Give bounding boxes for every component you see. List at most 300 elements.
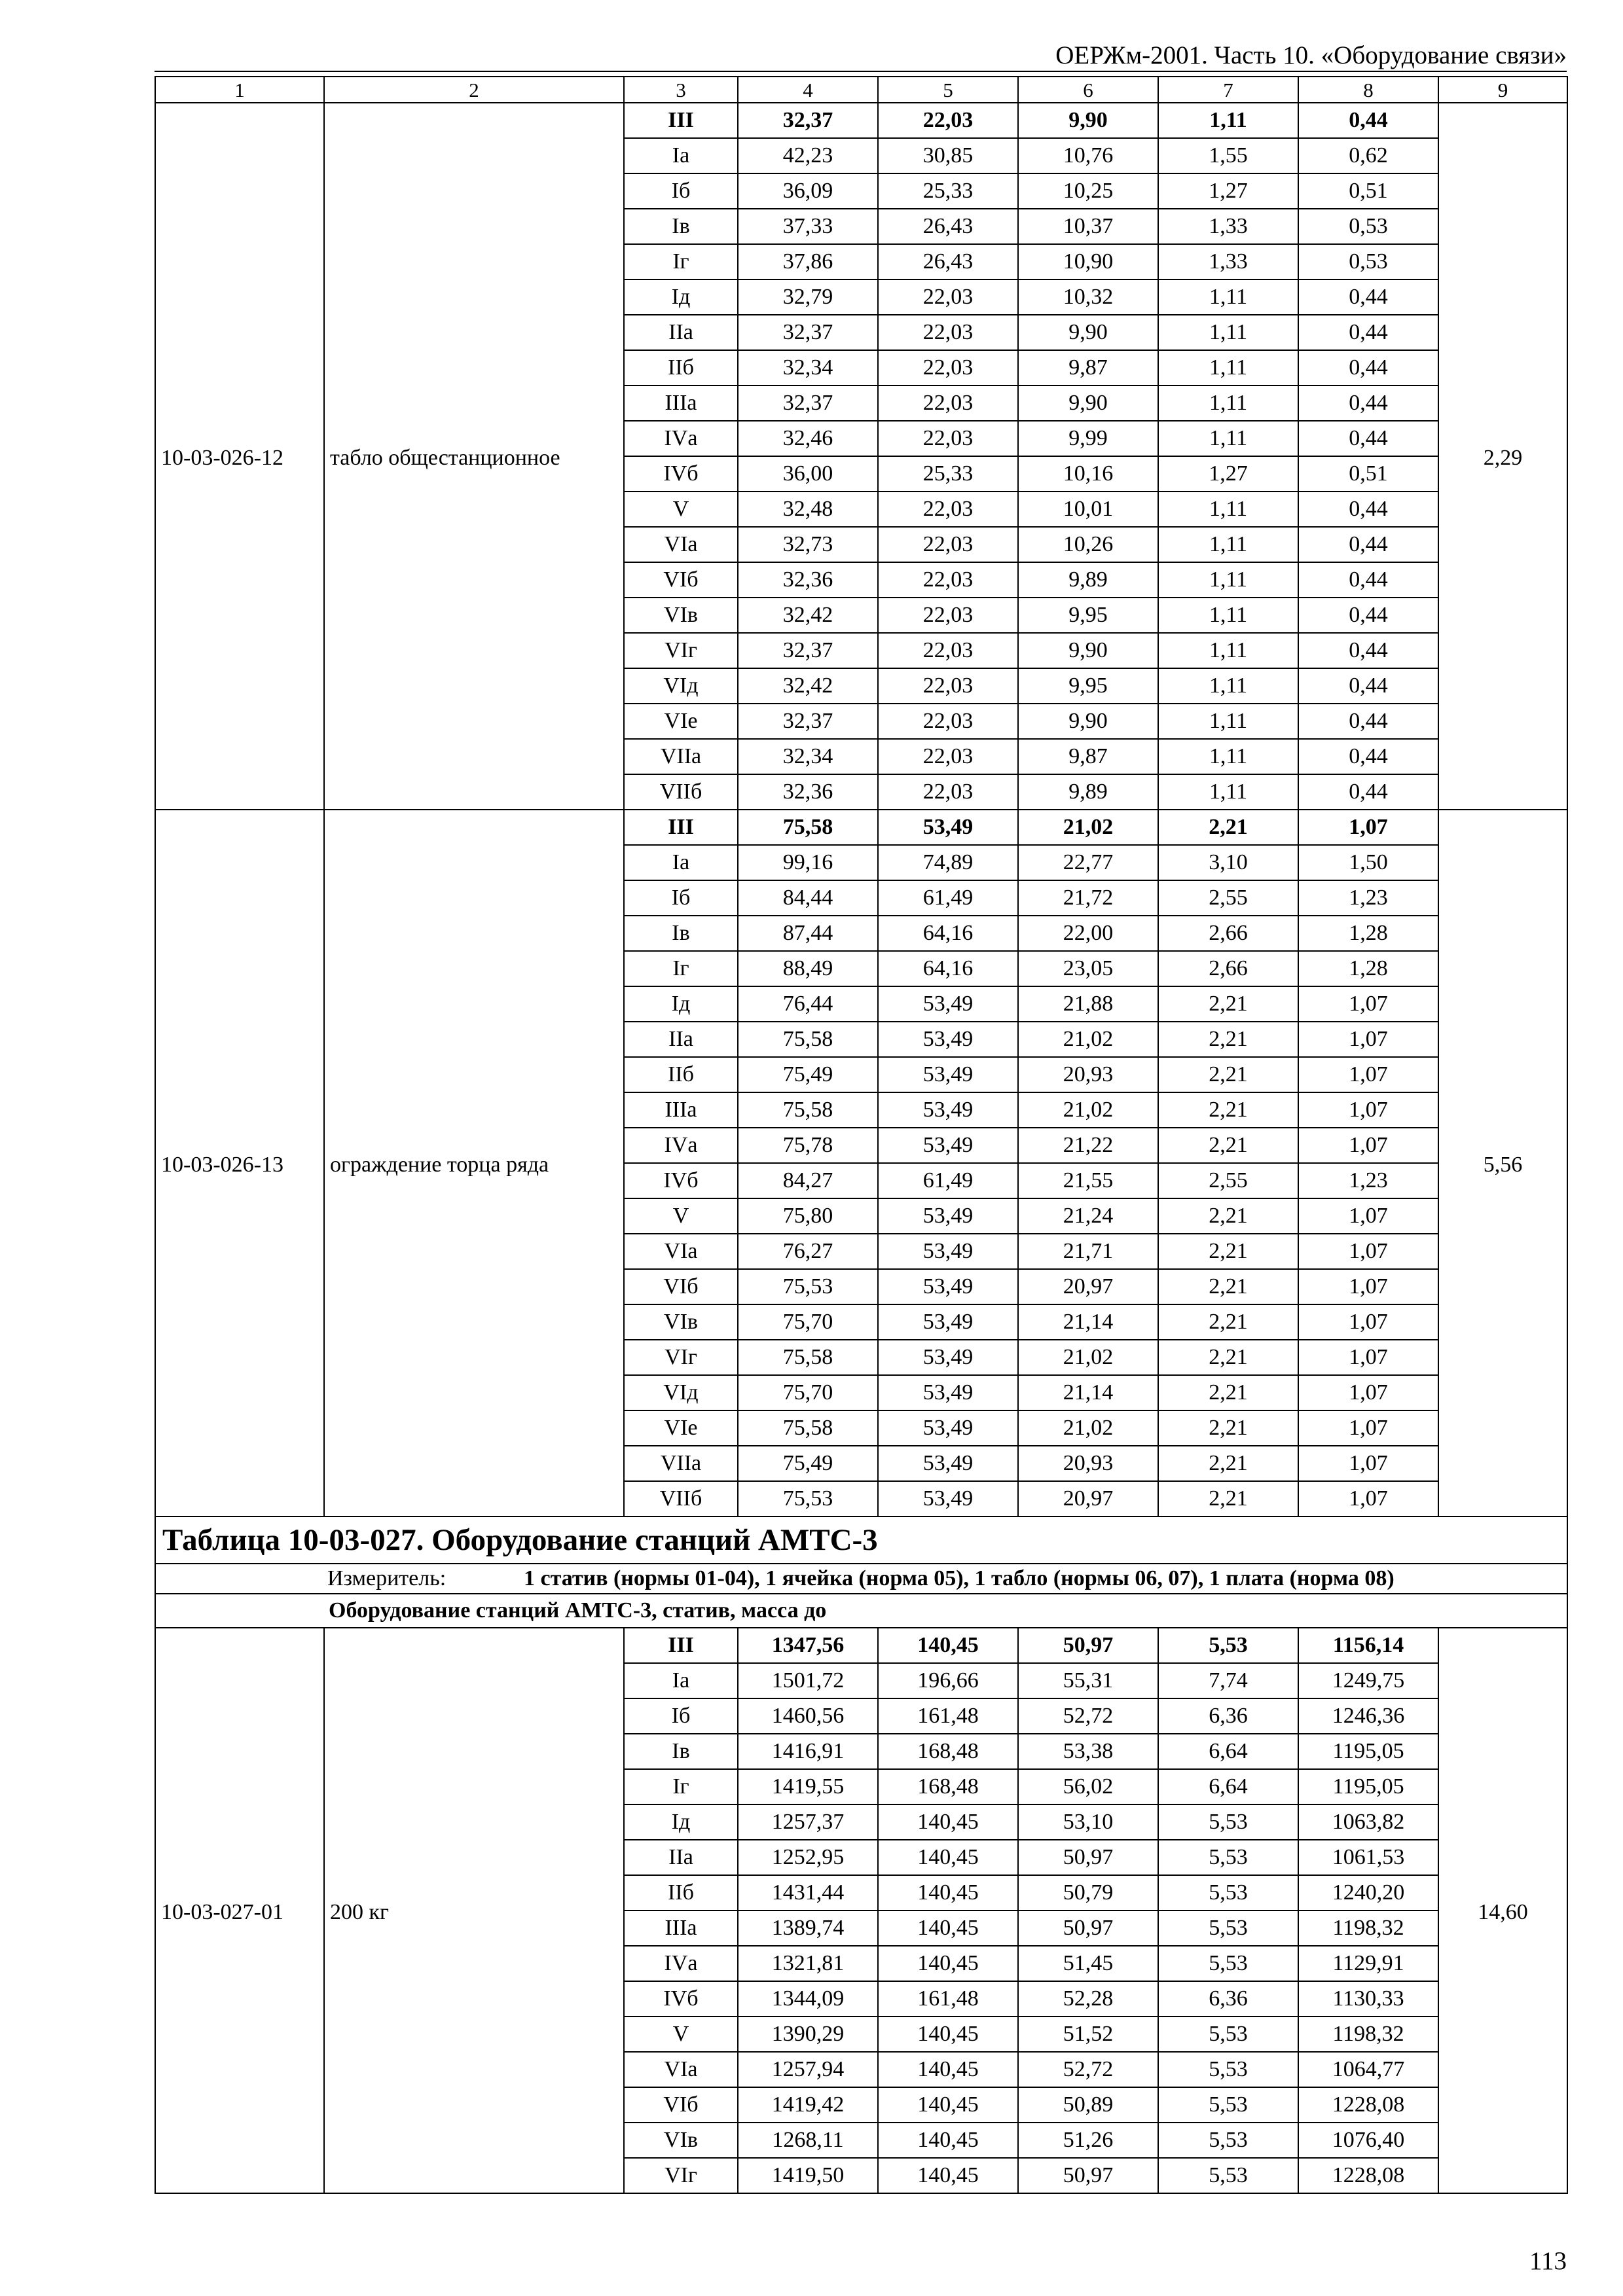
value-cell: 53,49 (878, 1057, 1018, 1092)
value-cell: 22,03 (878, 668, 1018, 704)
value-cell: 1198,32 (1298, 1910, 1438, 1946)
zone-variant: VIа (624, 527, 738, 562)
value-cell: 1431,44 (738, 1875, 878, 1910)
header-rule (155, 71, 1567, 72)
page-number: 113 (1529, 2247, 1567, 2275)
table-subtitle: Оборудование станций АМТС-3, статив, масса до (155, 1594, 1567, 1628)
norm-last-value: 14,60 (1438, 1628, 1567, 2193)
value-cell: 0,44 (1298, 774, 1438, 810)
zone-variant: Iд (624, 279, 738, 315)
value-cell: 22,03 (878, 633, 1018, 668)
zone-variant: VIб (624, 562, 738, 598)
zone-variant: VIв (624, 1304, 738, 1340)
value-cell: 32,37 (738, 633, 878, 668)
value-cell: 75,53 (738, 1481, 878, 1516)
value-cell: 1,11 (1158, 633, 1298, 668)
value-cell: 53,38 (1018, 1734, 1158, 1769)
value-cell: 76,27 (738, 1234, 878, 1269)
value-cell: 6,36 (1158, 1698, 1298, 1734)
value-cell: 9,90 (1018, 315, 1158, 350)
table-row (155, 1628, 1567, 1663)
value-cell: 21,72 (1018, 880, 1158, 916)
value-cell: 1,07 (1298, 1375, 1438, 1410)
value-cell: 1,11 (1158, 668, 1298, 704)
value-cell: 10,16 (1018, 456, 1158, 492)
value-cell: 0,44 (1298, 668, 1438, 704)
value-cell: 21,02 (1018, 1092, 1158, 1128)
zone-variant: VIб (624, 1269, 738, 1304)
value-cell: 1257,37 (738, 1804, 878, 1840)
value-cell: 1,33 (1158, 244, 1298, 279)
value-cell: 0,44 (1298, 739, 1438, 774)
norms-table-body (155, 77, 1567, 2193)
zone-variant: VIг (624, 2158, 738, 2193)
value-cell: 74,89 (878, 845, 1018, 880)
value-cell: 1,50 (1298, 845, 1438, 880)
value-cell: 1063,82 (1298, 1804, 1438, 1840)
zone-variant: Iг (624, 951, 738, 986)
zone-variant: Iб (624, 173, 738, 209)
value-cell: 1195,05 (1298, 1734, 1438, 1769)
zone-variant: IVа (624, 1128, 738, 1163)
value-cell: 9,90 (1018, 103, 1158, 138)
value-cell: 21,02 (1018, 810, 1158, 845)
value-cell: 22,00 (1018, 916, 1158, 951)
value-cell: 51,26 (1018, 2123, 1158, 2158)
value-cell: 52,72 (1018, 2052, 1158, 2087)
value-cell: 7,74 (1158, 1663, 1298, 1698)
value-cell: 76,44 (738, 986, 878, 1022)
value-cell: 22,03 (878, 103, 1018, 138)
value-cell: 1268,11 (738, 2123, 878, 2158)
value-cell: 1,55 (1158, 138, 1298, 173)
value-cell: 22,03 (878, 562, 1018, 598)
zone-variant: VIа (624, 1234, 738, 1269)
value-cell: 53,49 (878, 1198, 1018, 1234)
value-cell: 5,53 (1158, 2017, 1298, 2052)
running-header: ОЕРЖм-2001. Часть 10. «Оборудование связи» (1055, 41, 1567, 69)
value-cell: 1,07 (1298, 1057, 1438, 1092)
value-cell: 64,16 (878, 916, 1018, 951)
zone-variant: Iд (624, 986, 738, 1022)
value-cell: 140,45 (878, 2052, 1018, 2087)
value-cell: 9,89 (1018, 562, 1158, 598)
value-cell: 75,53 (738, 1269, 878, 1304)
value-cell: 75,80 (738, 1198, 878, 1234)
value-cell: 0,44 (1298, 279, 1438, 315)
value-cell: 2,21 (1158, 1198, 1298, 1234)
norm-last-value: 5,56 (1438, 810, 1567, 1516)
value-cell: 53,49 (878, 1022, 1018, 1057)
value-cell: 32,48 (738, 492, 878, 527)
value-cell: 22,03 (878, 350, 1018, 386)
value-cell: 22,77 (1018, 845, 1158, 880)
value-cell: 32,73 (738, 527, 878, 562)
value-cell: 161,48 (878, 1981, 1018, 2017)
value-cell: 1228,08 (1298, 2158, 1438, 2193)
value-cell: 52,28 (1018, 1981, 1158, 2017)
value-cell: 2,21 (1158, 1375, 1298, 1410)
value-cell: 140,45 (878, 1628, 1018, 1663)
value-cell: 10,01 (1018, 492, 1158, 527)
value-cell: 9,90 (1018, 704, 1158, 739)
value-cell: 53,49 (878, 1304, 1018, 1340)
value-cell: 75,49 (738, 1057, 878, 1092)
value-cell: 5,53 (1158, 2123, 1298, 2158)
value-cell: 1,28 (1298, 951, 1438, 986)
value-cell: 1257,94 (738, 2052, 878, 2087)
value-cell: 1129,91 (1298, 1946, 1438, 1981)
value-cell: 1,11 (1158, 774, 1298, 810)
value-cell: 0,51 (1298, 173, 1438, 209)
value-cell: 0,44 (1298, 315, 1438, 350)
value-cell: 21,14 (1018, 1375, 1158, 1410)
value-cell: 20,93 (1018, 1057, 1158, 1092)
value-cell: 23,05 (1018, 951, 1158, 986)
value-cell: 2,21 (1158, 986, 1298, 1022)
value-cell: 53,49 (878, 1446, 1018, 1481)
value-cell: 22,03 (878, 598, 1018, 633)
value-cell: 32,37 (738, 386, 878, 421)
value-cell: 30,85 (878, 138, 1018, 173)
zone-variant: IVб (624, 1163, 738, 1198)
value-cell: 53,49 (878, 1092, 1018, 1128)
value-cell: 9,87 (1018, 350, 1158, 386)
value-cell: 22,03 (878, 492, 1018, 527)
zone-variant: VIе (624, 704, 738, 739)
value-cell: 1240,20 (1298, 1875, 1438, 1910)
value-cell: 168,48 (878, 1734, 1018, 1769)
value-cell: 1,27 (1158, 173, 1298, 209)
value-cell: 32,46 (738, 421, 878, 456)
value-cell: 53,49 (878, 1481, 1018, 1516)
value-cell: 2,21 (1158, 1234, 1298, 1269)
norm-description: табло общестанционное (324, 103, 624, 810)
value-cell: 99,16 (738, 845, 878, 880)
value-cell: 25,33 (878, 173, 1018, 209)
value-cell: 2,66 (1158, 951, 1298, 986)
zone-variant: III (624, 103, 738, 138)
value-cell: 10,37 (1018, 209, 1158, 244)
value-cell: 53,49 (878, 810, 1018, 845)
zone-variant: III (624, 1628, 738, 1663)
value-cell: 21,14 (1018, 1304, 1158, 1340)
value-cell: 20,97 (1018, 1481, 1158, 1516)
value-cell: 32,42 (738, 668, 878, 704)
value-cell: 22,03 (878, 774, 1018, 810)
value-cell: 22,03 (878, 279, 1018, 315)
value-cell: 9,87 (1018, 739, 1158, 774)
value-cell: 22,03 (878, 315, 1018, 350)
value-cell: 61,49 (878, 1163, 1018, 1198)
value-cell: 9,99 (1018, 421, 1158, 456)
zone-variant: Iг (624, 244, 738, 279)
value-cell: 84,44 (738, 880, 878, 916)
value-cell: 5,53 (1158, 1840, 1298, 1875)
value-cell: 22,03 (878, 704, 1018, 739)
value-cell: 50,97 (1018, 1628, 1158, 1663)
value-cell: 5,53 (1158, 2158, 1298, 2193)
value-cell: 32,37 (738, 315, 878, 350)
value-cell: 36,00 (738, 456, 878, 492)
value-cell: 55,31 (1018, 1663, 1158, 1698)
value-cell: 140,45 (878, 1804, 1018, 1840)
value-cell: 0,44 (1298, 350, 1438, 386)
column-number-cell: 7 (1158, 77, 1298, 103)
value-cell: 50,79 (1018, 1875, 1158, 1910)
zone-variant: VIд (624, 1375, 738, 1410)
value-cell: 51,45 (1018, 1946, 1158, 1981)
value-cell: 140,45 (878, 1910, 1018, 1946)
value-cell: 22,03 (878, 386, 1018, 421)
subtitle-row (155, 1594, 1567, 1628)
value-cell: 50,97 (1018, 1840, 1158, 1875)
zone-variant: IIIа (624, 386, 738, 421)
value-cell: 1419,50 (738, 2158, 878, 2193)
zone-variant: VIб (624, 2087, 738, 2123)
value-cell: 5,53 (1158, 1804, 1298, 1840)
zone-variant: Iа (624, 1663, 738, 1698)
value-cell: 9,89 (1018, 774, 1158, 810)
value-cell: 6,64 (1158, 1769, 1298, 1804)
value-cell: 32,37 (738, 704, 878, 739)
zone-variant: Iг (624, 1769, 738, 1804)
value-cell: 1,11 (1158, 421, 1298, 456)
zone-variant: IIб (624, 1875, 738, 1910)
value-cell: 75,58 (738, 1022, 878, 1057)
value-cell: 32,34 (738, 739, 878, 774)
meter-value: 1 статив (нормы 01-04), 1 ячейка (норма 05), 1 табло (нормы 06, 07), 1 плата (норма 08) (524, 1566, 1395, 1590)
value-cell: 2,21 (1158, 1304, 1298, 1340)
value-cell: 21,02 (1018, 1410, 1158, 1446)
value-cell: 1,11 (1158, 562, 1298, 598)
value-cell: 1,27 (1158, 456, 1298, 492)
zone-variant: VIIа (624, 739, 738, 774)
norm-code: 10-03-027-01 (155, 1628, 324, 2193)
norm-description: 200 кг (324, 1628, 624, 2193)
value-cell: 1,07 (1298, 1446, 1438, 1481)
value-cell: 0,44 (1298, 386, 1438, 421)
value-cell: 0,51 (1298, 456, 1438, 492)
zone-variant: VIв (624, 598, 738, 633)
value-cell: 1,11 (1158, 350, 1298, 386)
value-cell: 1,07 (1298, 1304, 1438, 1340)
value-cell: 84,27 (738, 1163, 878, 1198)
value-cell: 1347,56 (738, 1628, 878, 1663)
zone-variant: VIIб (624, 774, 738, 810)
value-cell: 2,21 (1158, 1057, 1298, 1092)
value-cell: 1,11 (1158, 386, 1298, 421)
value-cell: 52,72 (1018, 1698, 1158, 1734)
value-cell: 75,58 (738, 810, 878, 845)
value-cell: 1,11 (1158, 279, 1298, 315)
value-cell: 2,21 (1158, 1446, 1298, 1481)
value-cell: 0,44 (1298, 527, 1438, 562)
column-number-cell: 9 (1438, 77, 1567, 103)
value-cell: 26,43 (878, 209, 1018, 244)
value-cell: 168,48 (878, 1769, 1018, 1804)
value-cell: 1,11 (1158, 739, 1298, 774)
meter-cell (155, 1564, 1567, 1594)
zone-variant: Iб (624, 880, 738, 916)
value-cell: 1061,53 (1298, 1840, 1438, 1875)
value-cell: 1389,74 (738, 1910, 878, 1946)
value-cell: 26,43 (878, 244, 1018, 279)
value-cell: 5,53 (1158, 1628, 1298, 1663)
value-cell: 2,55 (1158, 1163, 1298, 1198)
value-cell: 161,48 (878, 1698, 1018, 1734)
value-cell: 6,36 (1158, 1981, 1298, 2017)
value-cell: 5,53 (1158, 1946, 1298, 1981)
value-cell: 25,33 (878, 456, 1018, 492)
value-cell: 2,21 (1158, 1481, 1298, 1516)
value-cell: 0,44 (1298, 633, 1438, 668)
value-cell: 196,66 (878, 1663, 1018, 1698)
value-cell: 50,97 (1018, 1910, 1158, 1946)
table-row (155, 103, 1567, 138)
zone-variant: V (624, 1198, 738, 1234)
value-cell: 1,07 (1298, 1340, 1438, 1375)
value-cell: 1,07 (1298, 1198, 1438, 1234)
value-cell: 75,58 (738, 1410, 878, 1446)
zone-variant: Iб (624, 1698, 738, 1734)
value-cell: 1,11 (1158, 527, 1298, 562)
value-cell: 1,11 (1158, 598, 1298, 633)
value-cell: 2,21 (1158, 1340, 1298, 1375)
zone-variant: IIIа (624, 1092, 738, 1128)
value-cell: 21,02 (1018, 1340, 1158, 1375)
value-cell: 2,66 (1158, 916, 1298, 951)
value-cell: 37,33 (738, 209, 878, 244)
value-cell: 1,11 (1158, 492, 1298, 527)
value-cell: 36,09 (738, 173, 878, 209)
value-cell: 1252,95 (738, 1840, 878, 1875)
zone-variant: VIг (624, 633, 738, 668)
zone-variant: VIв (624, 2123, 738, 2158)
value-cell: 75,58 (738, 1092, 878, 1128)
value-cell: 64,16 (878, 951, 1018, 986)
value-cell: 140,45 (878, 2158, 1018, 2193)
value-cell: 32,36 (738, 774, 878, 810)
value-cell: 21,88 (1018, 986, 1158, 1022)
column-number-cell: 3 (624, 77, 738, 103)
table-row (155, 810, 1567, 845)
value-cell: 10,90 (1018, 244, 1158, 279)
value-cell: 75,78 (738, 1128, 878, 1163)
value-cell: 0,44 (1298, 492, 1438, 527)
value-cell: 32,34 (738, 350, 878, 386)
value-cell: 88,49 (738, 951, 878, 986)
value-cell: 1156,14 (1298, 1628, 1438, 1663)
value-cell: 56,02 (1018, 1769, 1158, 1804)
value-cell: 61,49 (878, 880, 1018, 916)
value-cell: 10,76 (1018, 138, 1158, 173)
zone-variant: IIа (624, 1022, 738, 1057)
zone-variant: VIIб (624, 1481, 738, 1516)
value-cell: 21,24 (1018, 1198, 1158, 1234)
value-cell: 75,70 (738, 1375, 878, 1410)
value-cell: 9,90 (1018, 633, 1158, 668)
table-title-row (155, 1516, 1567, 1564)
zone-variant: IVб (624, 1981, 738, 2017)
value-cell: 1,11 (1158, 103, 1298, 138)
value-cell: 37,86 (738, 244, 878, 279)
value-cell: 1195,05 (1298, 1769, 1438, 1804)
value-cell: 2,21 (1158, 1269, 1298, 1304)
value-cell: 140,45 (878, 2017, 1018, 2052)
value-cell: 75,49 (738, 1446, 878, 1481)
zone-variant: VIг (624, 1340, 738, 1375)
zone-variant: Iв (624, 209, 738, 244)
zone-variant: Iа (624, 138, 738, 173)
value-cell: 21,55 (1018, 1163, 1158, 1198)
value-cell: 32,36 (738, 562, 878, 598)
value-cell: 1,07 (1298, 986, 1438, 1022)
value-cell: 1249,75 (1298, 1663, 1438, 1698)
value-cell: 2,55 (1158, 880, 1298, 916)
value-cell: 1416,91 (738, 1734, 878, 1769)
column-number-cell: 1 (155, 77, 324, 103)
column-number-cell: 4 (738, 77, 878, 103)
value-cell: 53,49 (878, 1128, 1018, 1163)
value-cell: 0,62 (1298, 138, 1438, 173)
value-cell: 1,07 (1298, 1410, 1438, 1446)
value-cell: 53,49 (878, 1410, 1018, 1446)
column-number-cell: 5 (878, 77, 1018, 103)
value-cell: 140,45 (878, 1875, 1018, 1910)
value-cell: 53,49 (878, 986, 1018, 1022)
value-cell: 1321,81 (738, 1946, 878, 1981)
value-cell: 51,52 (1018, 2017, 1158, 2052)
value-cell: 0,44 (1298, 421, 1438, 456)
norm-description: ограждение торца ряда (324, 810, 624, 1516)
zone-variant: V (624, 492, 738, 527)
value-cell: 53,10 (1018, 1804, 1158, 1840)
value-cell: 1198,32 (1298, 2017, 1438, 2052)
value-cell: 1,07 (1298, 1481, 1438, 1516)
value-cell: 5,53 (1158, 2052, 1298, 2087)
value-cell: 1419,55 (738, 1769, 878, 1804)
value-cell: 75,58 (738, 1340, 878, 1375)
value-cell: 32,79 (738, 279, 878, 315)
value-cell: 10,32 (1018, 279, 1158, 315)
value-cell: 1064,77 (1298, 2052, 1438, 2087)
value-cell: 0,44 (1298, 598, 1438, 633)
value-cell: 3,10 (1158, 845, 1298, 880)
value-cell: 1,23 (1298, 1163, 1438, 1198)
value-cell: 140,45 (878, 1946, 1018, 1981)
value-cell: 140,45 (878, 2123, 1018, 2158)
column-number-cell: 8 (1298, 77, 1438, 103)
value-cell: 0,53 (1298, 244, 1438, 279)
value-cell: 1,23 (1298, 880, 1438, 916)
value-cell: 1,28 (1298, 916, 1438, 951)
zone-variant: Iд (624, 1804, 738, 1840)
value-cell: 2,21 (1158, 810, 1298, 845)
zone-variant: IVа (624, 1946, 738, 1981)
norm-code: 10-03-026-13 (155, 810, 324, 1516)
value-cell: 5,53 (1158, 1875, 1298, 1910)
norm-code: 10-03-026-12 (155, 103, 324, 810)
value-cell: 1,07 (1298, 1092, 1438, 1128)
zone-variant: IIб (624, 350, 738, 386)
value-cell: 32,37 (738, 103, 878, 138)
zone-variant: Iв (624, 1734, 738, 1769)
value-cell: 1,07 (1298, 1022, 1438, 1057)
value-cell: 140,45 (878, 1840, 1018, 1875)
value-cell: 0,44 (1298, 704, 1438, 739)
zone-variant: VIа (624, 2052, 738, 2087)
